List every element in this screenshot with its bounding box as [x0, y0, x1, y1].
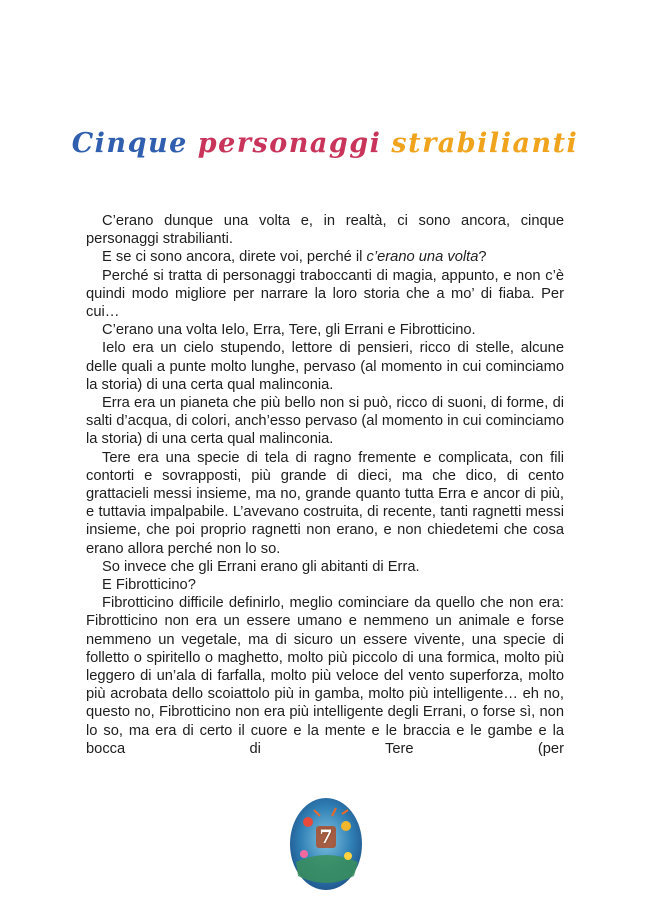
title-word-2: personaggi — [197, 128, 382, 159]
paragraph: Perché si tratta di personaggi traboccanti di magia, appunto, e non c’è quindi modo migliore per narrare la loro storia che a mo’ di fiaba. Per cui… — [86, 267, 564, 321]
title-word-1: Cinque — [71, 128, 188, 159]
paragraph: Ielo era un cielo stupendo, lettore di pensieri, ricco di stelle, alcune delle quali a punte molto lunghe, pervaso (al momento in cui cominciamo la storia) di una certa qual malinconia. — [86, 340, 564, 393]
page-number: 7 — [319, 826, 333, 848]
paragraph: C’erano dunque una volta e, in realtà, ci sono ancora, cinque personaggi strabilianti. — [86, 213, 564, 248]
paragraph: So invece che gli Errani erano gli abitanti di Erra. — [102, 558, 420, 575]
paragraph: C’erano una volta Ielo, Erra, Tere, gli Errani e Fibrotticino. — [102, 322, 476, 339]
paragraph: Fibrotticino difficile definirlo, meglio cominciare da quello che non era: Fibrotticino non era un essere umano e nemmeno un animale e forse nemmeno un vegetale, ma di sicuro un essere vivente, una specie di folletto o spiritello o maghetto, molto più piccolo di una formica, molto più leggero di un’ala di farfalla, molto più veloce del vento superforza, molto più acrobata dello scoiattolo più in gamba, molto più intelligente… eh no, questo no, Fibrotticino non era più intelligente degli Errani, o forse sì, non lo so, ma era di certo il cuore e la mente e le braccia e le gambe e la bocca di Tere (per — [86, 595, 564, 757]
paragraph-text: ? — [478, 249, 487, 266]
paragraph-text: E se ci sono ancora, direte voi, perché il — [102, 249, 367, 266]
body-text — [86, 212, 564, 758]
paragraph: Erra era un pianeta che più bello non si può, ricco di suoni, di forme, di salti d’acqua, di colori, anch’esso pervaso (al momento in cui cominciamo la storia) di una certa qual malinconia. — [86, 395, 564, 448]
title-word-3: strabilianti — [391, 128, 579, 159]
badge-flower — [344, 852, 352, 860]
paragraph: E Fibrotticino? — [102, 577, 196, 594]
paragraph: Tere era una specie di tela di ragno fremente e complicata, con fili contorti e sovrapposti, più grande di dieci, ma che dico, di cento grattacieli messi insieme, ma no, grande quanto tutta Erra e ancor di più, e tuttavia impalpabile. L’avevano costruita, di recente, tanti ragnetti messi insieme, che poi proprio ragnetti non erano, e non chiedetemi che cosa erano allora perché non lo so. — [86, 449, 564, 557]
chapter-title — [0, 128, 650, 159]
italic-phrase: c’erano una volta — [366, 249, 479, 266]
paragraph — [86, 248, 564, 266]
page-number-badge — [288, 796, 364, 892]
badge-flower — [300, 850, 308, 858]
